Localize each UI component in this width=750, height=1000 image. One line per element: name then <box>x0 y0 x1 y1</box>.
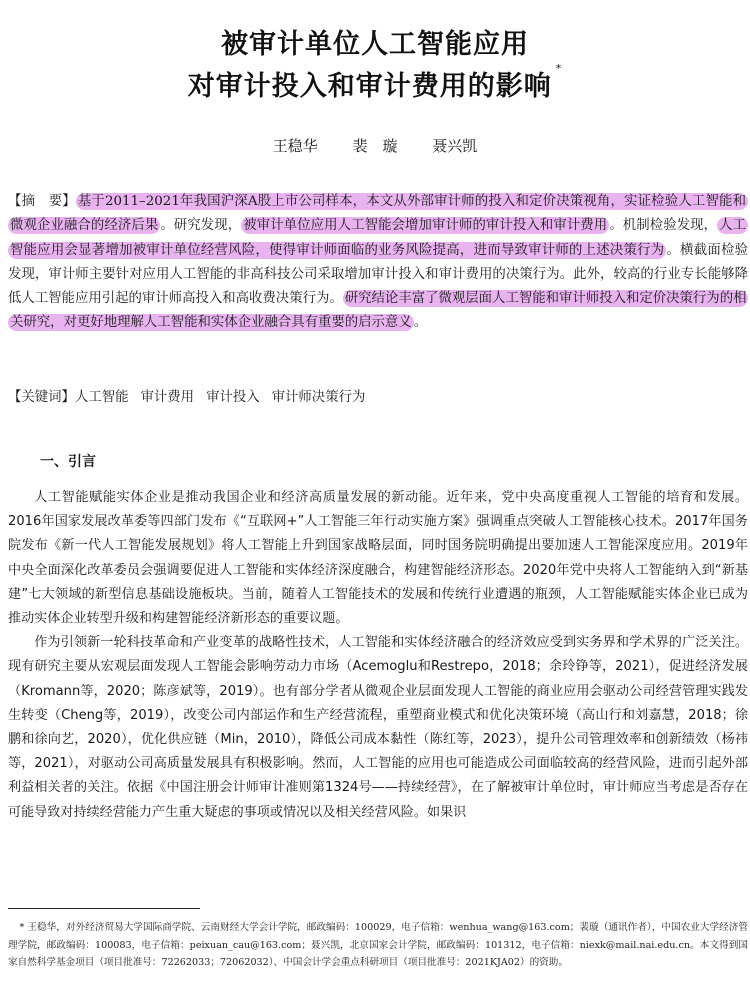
section-heading-introduction: 一、引言 <box>40 454 96 470</box>
author-3: 聂兴凯 <box>432 137 478 155</box>
author-1: 王稳华 <box>272 137 318 155</box>
keyword-4: 审计师决策行为 <box>271 390 366 405</box>
footnote-divider <box>8 908 200 909</box>
abstract-text-4: 。机制检验发现， <box>609 218 718 234</box>
body-text <box>8 486 748 825</box>
title-line-1 <box>0 22 750 61</box>
title-line-1-text: 被审计单位人工智能应用 <box>221 29 529 60</box>
abstract-text-9: 。 <box>413 315 428 331</box>
abstract-label: 【摘 要】 <box>8 194 76 209</box>
abstract-highlight-4: 研究结论丰富了微观层面人工智能和审计师投入和定价决策行为的相关研究，对更好地理解人工智能和实体企业融合具有重要的启示意义 <box>10 291 747 331</box>
abstract <box>8 190 748 336</box>
body-paragraph-1: 人工智能赋能实体企业是推动我国企业和经济高质量发展的新动能。近年来，党中央高度重视人工智能的培育和发展。2016年国家发展改革委等四部门发布《“互联网+”人工智能三年行动实施方案》强调重点突破人工智能核心技术。2017年国务院发布《新一代人工智能发展规划》将人工智能上升到国家战略层面，同时国务院明确提出要加速人工智能深度应用。2019年中央全面深化改革委员会强调要促进人工智能和实体经济深度融合，构建智能经济形态。2020年党中央将人工智能纳入到“新基建”七大领域的新型信息基础设施板块。当前，随着人工智能技术的发展和传统行业遭遇的瓶颈，人工智能赋能实体企业已成为推动实体企业转型升级和构建智能经济新形态的重要议题。 <box>8 490 748 627</box>
title-line-2 <box>0 64 750 103</box>
keywords-label: 【关键词】 <box>8 390 75 405</box>
keyword-2: 审计费用 <box>140 390 195 405</box>
abstract-text-2: 。研究发现， <box>160 218 242 234</box>
body-paragraph-2: 作为引领新一轮科技革命和产业变革的战略性技术，人工智能和实体经济融合的经济效应受到实务界和学术界的广泛关注。现有研究主要从宏观层面发现人工智能会影响劳动力市场（Acemoglu和Restrepo，2018；余玲铮等，2021），促进经济发展（Kromann等，2020；陈彦斌等，2019）。也有部分学者从微观企业层面发现人工智能的商业应用会驱动公司经营管理实践发生转变（Cheng等，2019），改变公司内部运作和生产经营流程，重塑商业模式和优化决策环境（高山行和刘嘉慧，2018；徐鹏和徐向艺，2020），优化供应链（Min，2010），降低公司成本黏性（陈红等，2023），提升公司管理效率和创新绩效（杨祎等，2021），对驱动公司高质量发展具有积极影响。然而，人工智能的应用也可能造成公司面临较高的经营风险，进而引起外部利益相关者的关注。依据《中国注册会计师审计准则第1324号——持续经营》，在了解被审计单位时，审计师应当考虑是否存在可能导致对持续经营能力产生重大疑虑的事项或情况以及相关经营风险。如果识 <box>8 635 748 820</box>
abstract-highlight-1: 基于2011–2021年我国沪深A股上市公司样本，本文从外部审计师的投入和定价决策视角，实证检验人工智能和微观企业融合的经济后果 <box>10 194 746 234</box>
footnote: * 王稳华，对外经济贸易大学国际商学院、云南财经大学会计学院，邮政编码：100029，电子信箱：wenhua_wang@163.com；裴璇（通讯作者），中国农业大学经济管理学院，邮政编码：100083，电子信箱：peixuan_cau@163.com；聂兴凯，北京国家会计学院，邮政编码：101312，电子信箱：niexk@mail.nai.edu.cn。本文得到国家自然科学基金项目（项目批准号：72262033；72062032）、中国会计学会重点科研项目（项目批准号：2021KJA02）的资助。 <box>8 922 748 968</box>
keyword-3: 审计投入 <box>206 390 260 405</box>
abstract-text-6: 。横截面检验发现，审计师主要针对应用人工智能的非高科技公司采取增加审计投入和审计费用的决策行为。此外，较高的行业专长能够降低人工智能应用引起的审计师高投入和高收费决策行为 <box>8 242 748 307</box>
keyword-1: 人工智能 <box>74 390 129 405</box>
keywords <box>8 386 748 405</box>
author-list <box>0 135 750 156</box>
abstract-text-7: 。 <box>329 291 343 307</box>
abstract-highlight-3: 人工智能应用会显著增加被审计单位经营风险，使得审计师面临的业务风险提高，进而导致审计师的上述决策行为 <box>10 218 747 258</box>
abstract-highlight-2: 被审计单位应用人工智能会增加审计师的审计投入和审计费用 <box>243 218 608 234</box>
title-line-2-text: 对审计投入和审计费用的影响 <box>187 71 552 102</box>
title-footnote-marker: * <box>555 62 563 75</box>
author-2: 裴 璇 <box>352 137 398 155</box>
